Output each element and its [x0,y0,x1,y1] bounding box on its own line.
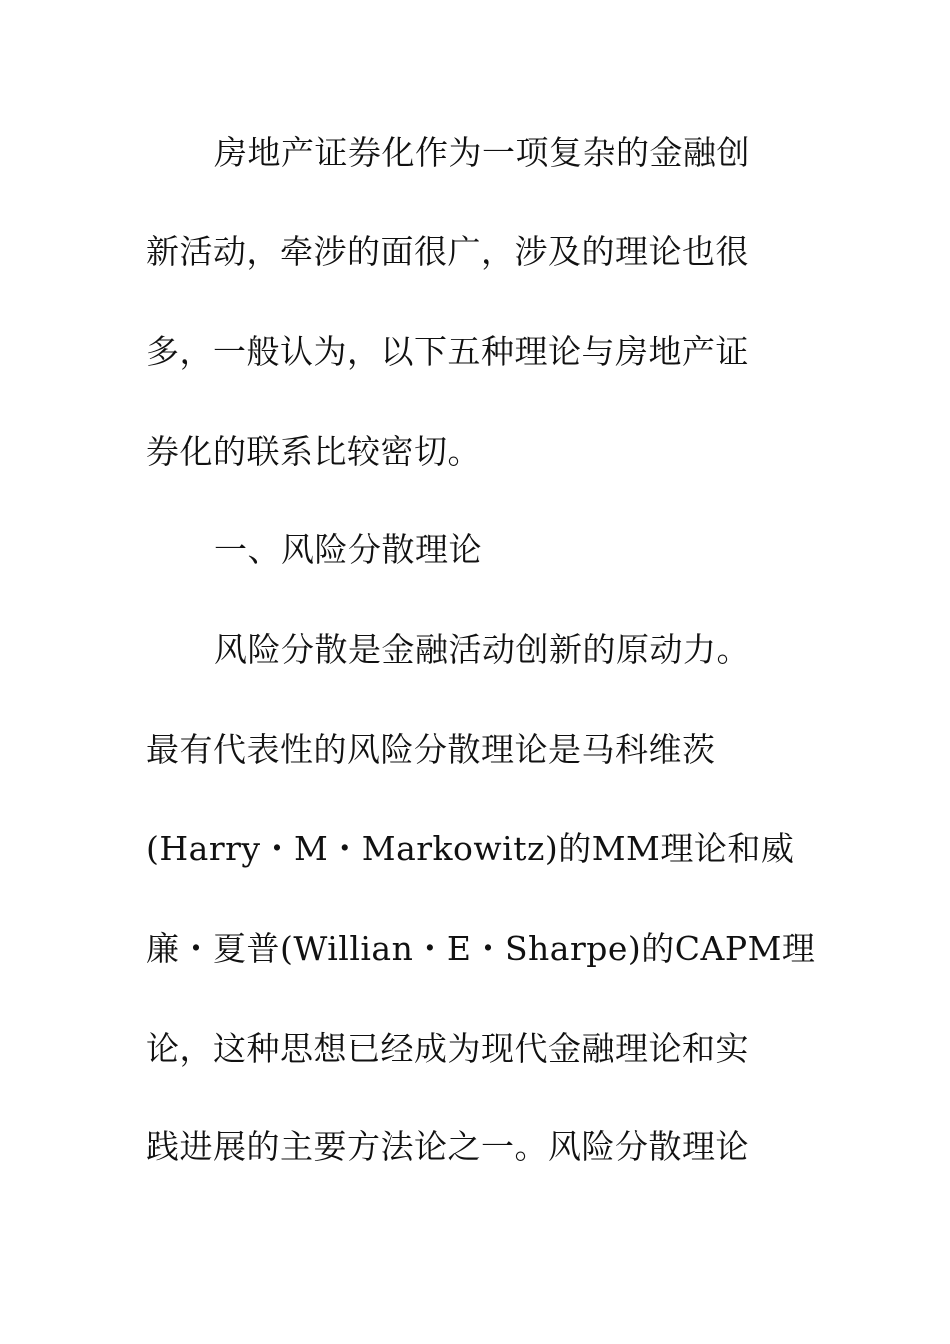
section-heading-risk-diversification: 一、风险分散理论 [214,530,482,569]
paragraph-2-line-6: 践进展的主要方法论之一。风险分散理论 [146,1127,749,1166]
paragraph-2-line-2: 最有代表性的风险分散理论是马科维茨 [146,730,716,769]
paragraph-2-line-5: 论，这种思想已经成为现代金融理论和实 [146,1029,749,1068]
paragraph-2-line-1: 风险分散是金融活动创新的原动力。 [214,630,750,669]
paragraph-2-line-4: 廉・夏普(Willian・E・Sharpe)的CAPM理 [146,929,816,968]
paragraph-1-line-1: 房地产证券化作为一项复杂的金融创 [214,133,750,172]
paragraph-1-line-2: 新活动，牵涉的面很广，涉及的理论也很 [146,232,749,271]
paragraph-1-line-4: 券化的联系比较密切。 [146,432,481,471]
paragraph-2-line-3: (Harry・M・Markowitz)的MM理论和威 [146,829,795,868]
paragraph-1-line-3: 多，一般认为，以下五种理论与房地产证 [146,332,749,371]
